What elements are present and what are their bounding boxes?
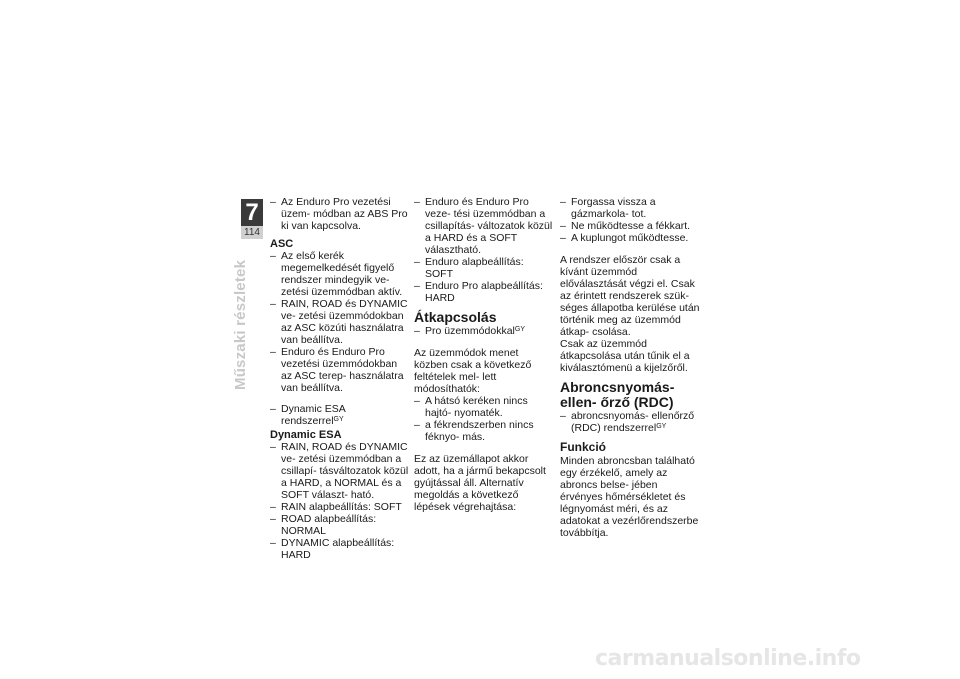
- item-text: Pro üzemmódokkal: [425, 325, 515, 337]
- function-heading: Funkció: [560, 440, 607, 454]
- item-text: Dynamic ESA rendszerrel: [281, 403, 346, 427]
- list-item: [414, 325, 554, 337]
- column-1: [270, 196, 410, 561]
- column-2: [414, 196, 554, 513]
- list-item: – Az Enduro Pro vezetési üzem- módban az ABS Pro ki van kapcsolva.: [270, 196, 410, 232]
- list-item: – Forgassa vissza a gázmarkola- tot.: [560, 196, 700, 220]
- list-item: – RAIN, ROAD és DYNAMIC ve- zetési üzemmódokban az ASC közúti használatra van beállítva.: [270, 298, 410, 346]
- switching-heading: Átkapcsolás: [414, 309, 497, 325]
- list-item: [270, 403, 410, 427]
- paragraph: Csak az üzemmód átkapcsolása után tűnik el a kiválasztómenü a kijelzőről.: [560, 338, 690, 374]
- list-item: – Az első kerék megemelkedését figyelő rendszer mindegyik ve- zetési üzemmódban aktív.: [270, 250, 410, 298]
- list-item: – RAIN alapbeállítás: SOFT: [270, 501, 410, 513]
- watermark: carmanualsonline.info: [595, 646, 861, 671]
- equipment-code: GY: [333, 416, 344, 423]
- paragraph: A rendszer először csak a kívánt üzemmód előválasztását végzi el. Csak az érintett rendszerek szük- séges állapotba kerülése után történik meg az üzemmód átkap- csolása.: [560, 254, 700, 338]
- rdc-heading: Abroncsnyomás-ellen- őrző (RDC): [560, 379, 675, 410]
- page-number: 114: [241, 226, 263, 239]
- list-item: – RAIN, ROAD és DYNAMIC ve- zetési üzemmódban a csillapí- tásváltozatok közül a HARD, a NORMAL és a SOFT választ- ható.: [270, 441, 410, 501]
- paragraph: Minden abroncsban található egy érzékelő, amely az abroncs belse- jében érvényes hőmérsékletet és légnyomást méri, és az adatokat a vezérlőrendszerbe továbbítja.: [560, 455, 699, 539]
- list-item: – a fékrendszerben nincs féknyo- más.: [414, 419, 554, 443]
- list-item: – Ne működtesse a fékkart.: [560, 220, 700, 232]
- section-tab: Műszaki részletek: [232, 259, 249, 390]
- paragraph: Az üzemmódok menet közben csak a következő feltételek mel- lett módosíthatók:: [414, 347, 532, 395]
- dynamic-esa-heading: Dynamic ESA: [270, 429, 342, 441]
- list-item: [560, 410, 700, 434]
- column-3: [560, 196, 700, 539]
- list-item: – Enduro Pro alapbeállítás: HARD: [414, 280, 554, 304]
- list-item: – Enduro és Enduro Pro vezetési üzemmódokban az ASC terep- használatra van beállítva.: [270, 346, 410, 394]
- list-item: – A kuplungot működtesse.: [560, 232, 700, 244]
- asc-heading: ASC: [270, 238, 294, 250]
- list-item: – DYNAMIC alapbeállítás: HARD: [270, 537, 410, 561]
- list-item: – ROAD alapbeállítás: NORMAL: [270, 513, 410, 537]
- list-item: – Enduro alapbeállítás: SOFT: [414, 256, 554, 280]
- equipment-code: GY: [656, 423, 667, 430]
- list-item: – Enduro és Enduro Pro veze- tési üzemmódban a csillapítás- változatok közül a HARD és a SOFT választható.: [414, 196, 554, 256]
- paragraph: Ez az üzemállapot akkor adott, ha a jármű bekapcsolt gyújtással áll. Alternatív megoldás a következő lépések végrehajtása:: [414, 453, 546, 513]
- equipment-code: GY: [514, 326, 525, 333]
- list-item: – A hátsó keréken nincs hajtó- nyomaték.: [414, 395, 554, 419]
- chapter-number: 7: [241, 199, 263, 226]
- item-text: abroncsnyomás- ellenőrző (RDC) rendszerrel: [571, 410, 695, 434]
